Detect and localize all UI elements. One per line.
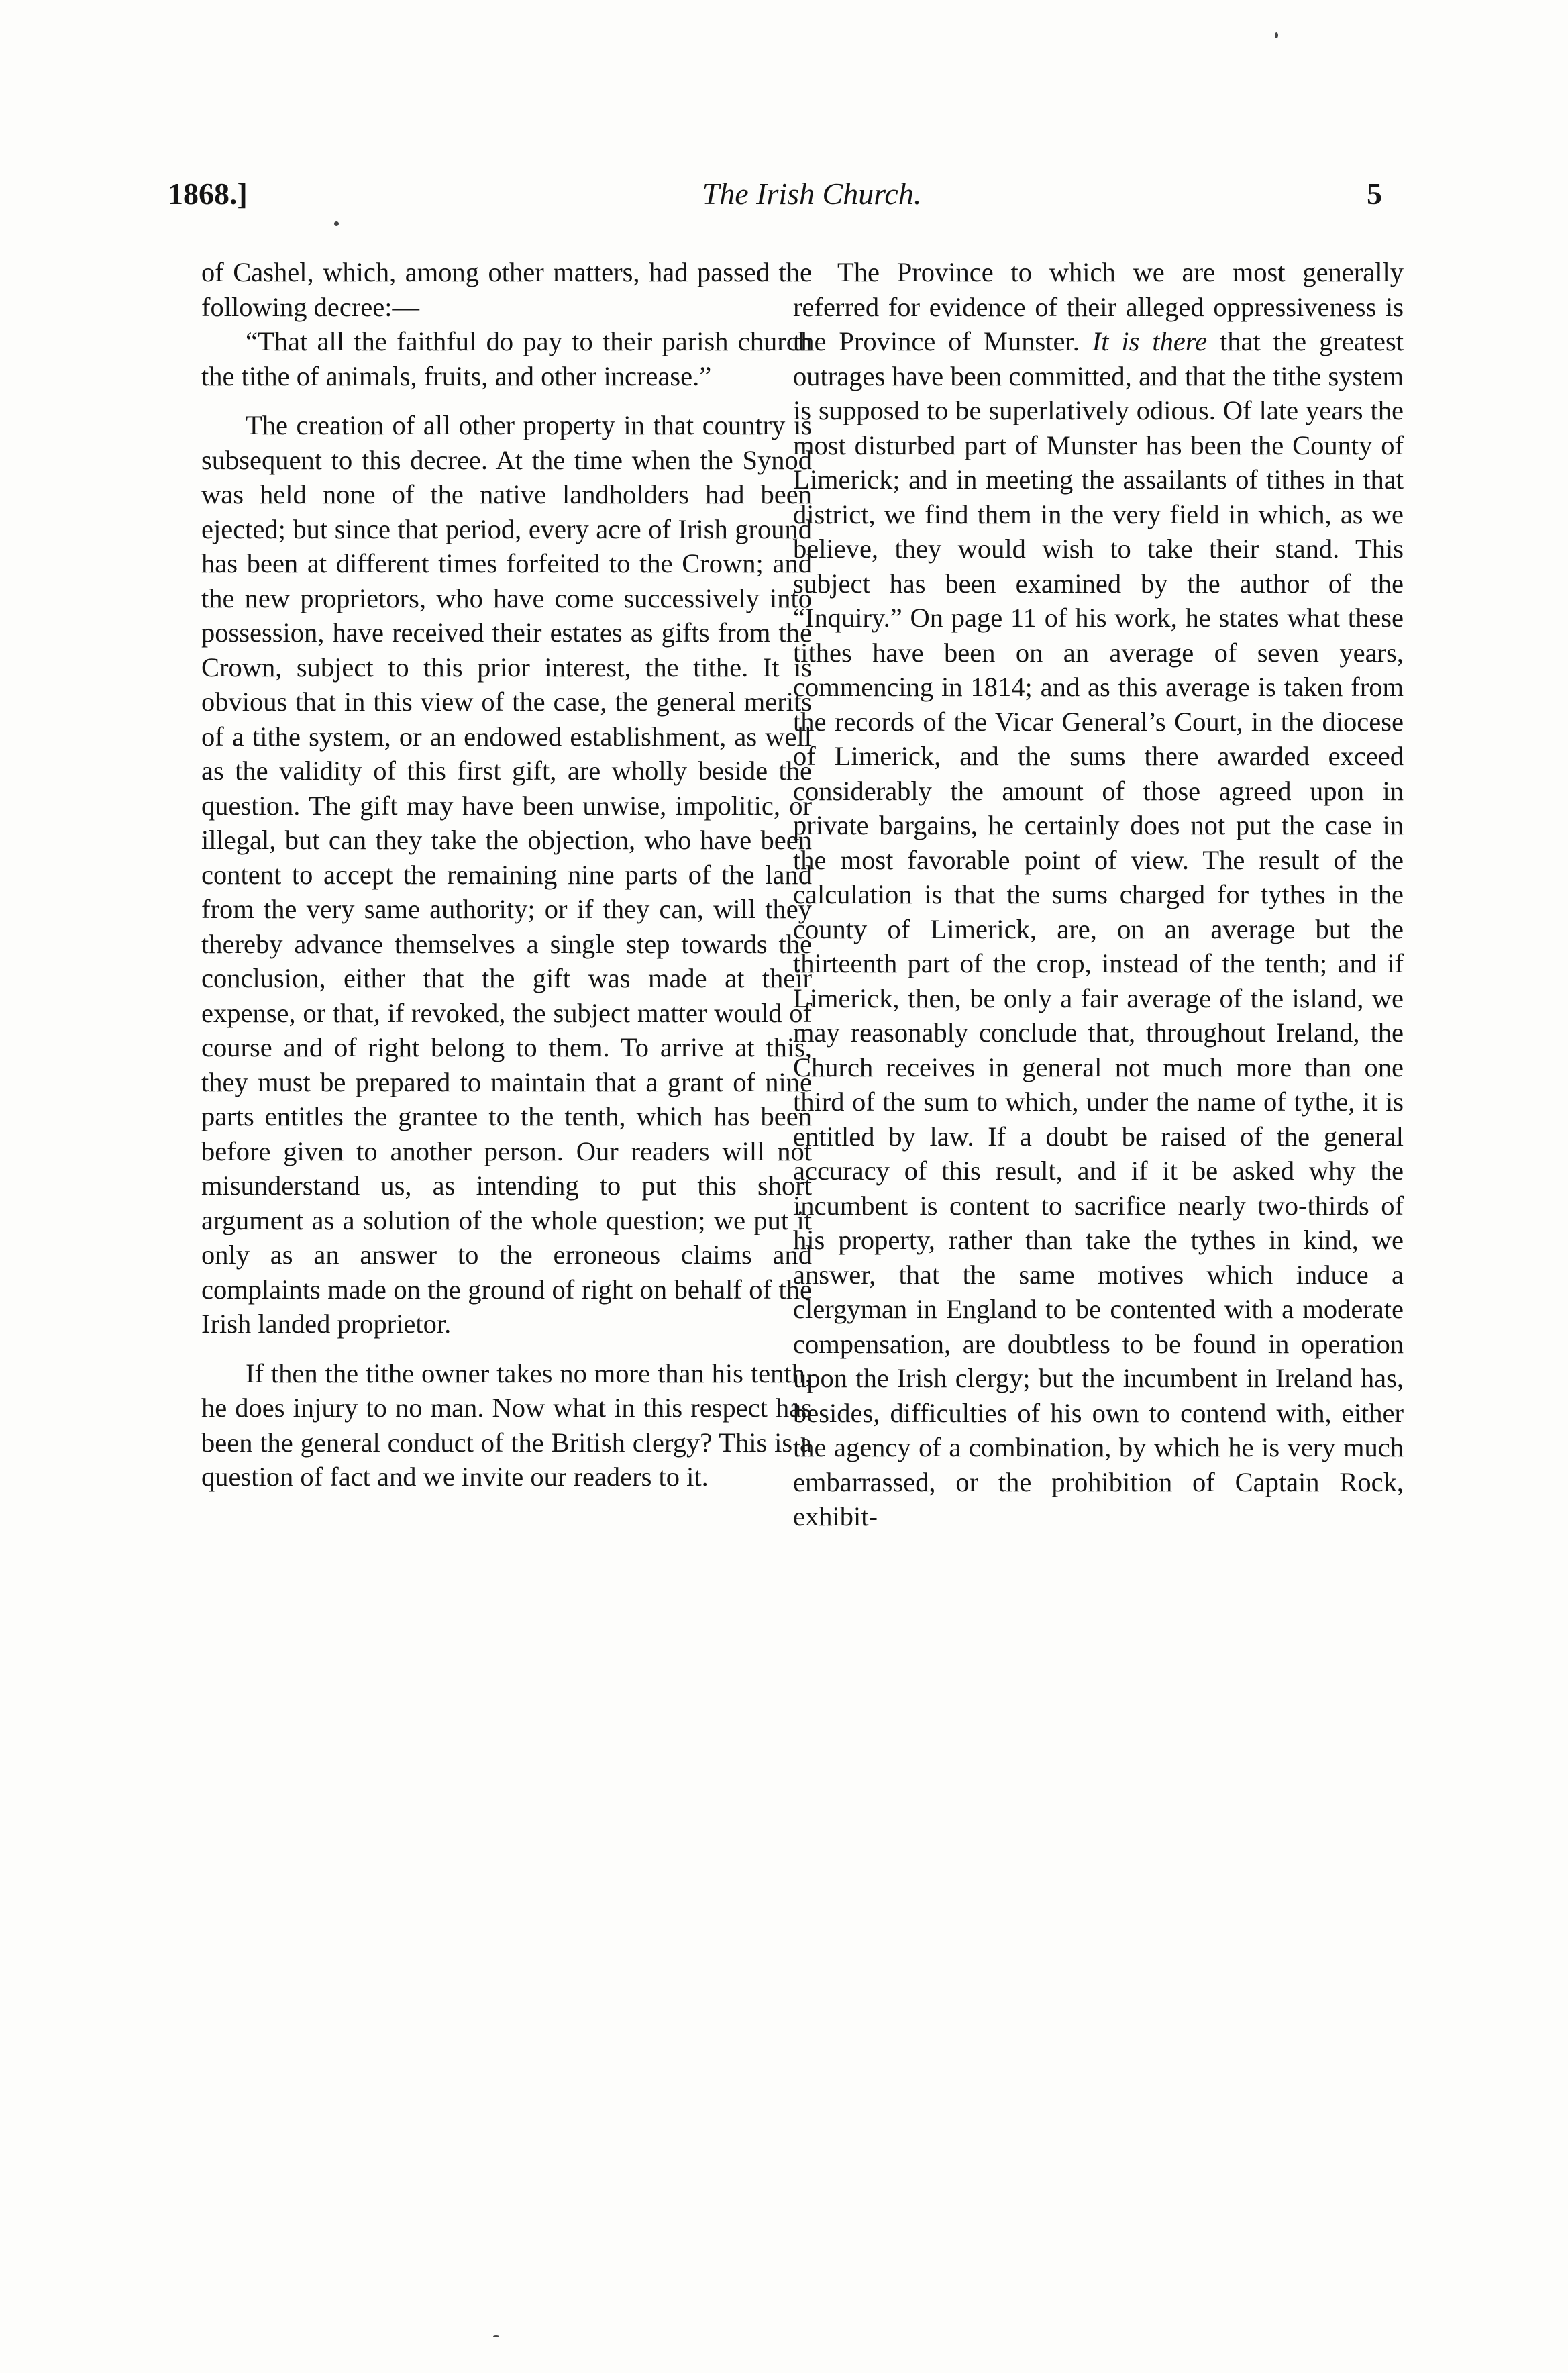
header-year: 1868.] [168,176,248,211]
left-paragraph-1: of Cashel, which, among other matters, had passed the following decree:— [201,257,812,322]
header-title: The Irish Church. [702,176,922,211]
print-speck [493,2335,499,2337]
print-speck [334,221,339,226]
right-paragraph-1 [793,255,1404,1534]
running-header [168,176,1382,223]
left-column [201,255,812,1495]
right-text-italic: It is there [1092,326,1208,356]
right-text-a: The Province to which we are most generally referred for evidence of their alleged oppressiveness is the Province of Munster. [793,257,1404,356]
print-speck [1275,32,1278,38]
right-text-c: that the greatest outrages have been committed, and that the tithe system is supposed to be superlatively odious. Of late years the most disturbed part of Munster has been the County of Limerick; and in meeting the assailants of tithes in that district, we find them in the very field in which, as we believe, they would wish to take their stand. This subject has been examined by the author of the “Inquiry.” On page 11 of his work, he states what these tithes have been on an average of seven years, commencing in 1814; and as this average is taken from the records of the Vicar General’s Court, in the diocese of Limerick, and the sums there awarded exceed considerably the amount of those agreed upon in private bargains, he certainly does not put the case in the most favorable point of view. The result of the calculation is that the sums charged for tythes in the county of Limerick, are, on an average but the thirteenth part of the crop, instead of the tenth; and if Limerick, then, be only a fair average of the island, we may reasonably conclude that, throughout Ireland, the Church receives in general not much more than one third of the sum to which, under the name of tythe, it is entitled by law. If a doubt be raised of the general accuracy of this result, and if it be asked why the incumbent is content to sacrifice nearly two-thirds of his property, rather than take the tythes in kind, we answer, that the same motives which induce a clergyman in England to be contented with a moderate compensation, are doubtless to be found in operation upon the Irish clergy; but the incumbent in Ireland has, besides, difficulties of his own to contend with, either the agency of a combination, by which he is very much embarrassed, or the prohibition of Captain Rock, exhibit- [793,326,1404,1531]
page-number: 5 [1367,176,1382,211]
left-paragraph-3: The creation of all other property in that country is subsequent to this decree. At the time when the Synod was held none of the native landholders had been ejected; but since that period, every acre of Irish ground has been at different times forfeited to the Crown; and the new proprietors, who have come successively into possession, have received their estates as gifts from the Crown, subject to this prior interest, the tithe. It is obvious that in this view of the case, the general merits of a tithe system, or an endowed establishment, as well as the validity of this first gift, are wholly beside the question. The gift may have been unwise, impolitic, or illegal, but can they take the objection, who have been content to accept the remaining nine parts of the land from the very same authority; or if they can, will they thereby advance themselves a single step towards the conclusion, either that the gift was made at their expense, or that, if revoked, the subject matter would of course and of right belong to them. To arrive at this, they must be prepared to maintain that a grant of nine parts entitles the grantee to the tenth, which has been before given to another person. Our readers will not misunderstand us, as intending to put this short argument as a solution of the whole question; we put it only as an answer to the erroneous claims and complaints made on the ground of right on behalf of the Irish landed proprietor. [201,410,812,1339]
right-column [793,255,1404,1534]
left-quote-decree: “That all the faithful do pay to their parish church the tithe of animals, fruits, and other increase.” [201,326,812,391]
left-paragraph-4: If then the tithe owner takes no more than his tenth, he does injury to no man. Now what in this respect has been the general conduct of the British clergy? This is a question of fact and we invite our readers to it. [201,1358,812,1492]
